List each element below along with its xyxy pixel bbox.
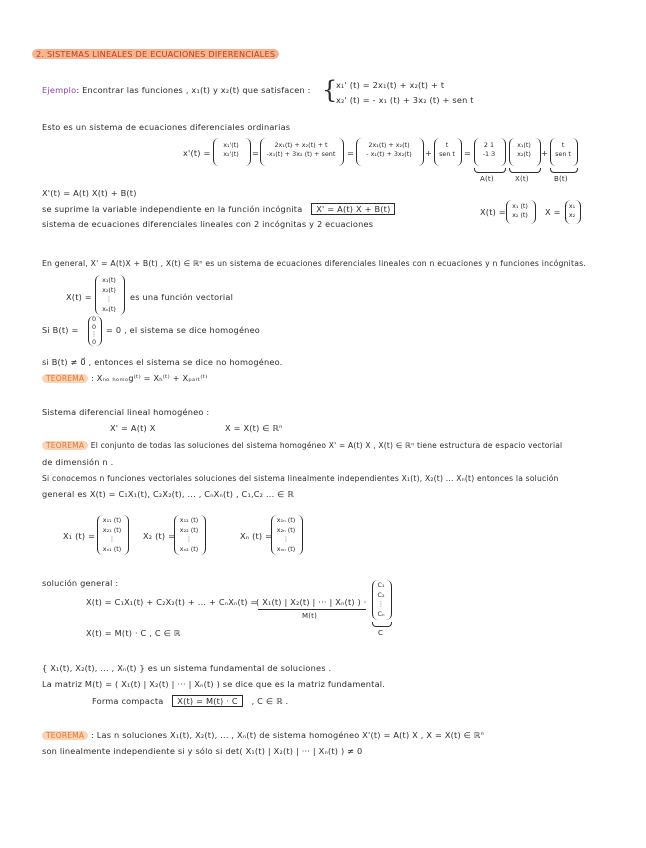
v3-row1: 2x₁(t) + x₂(t) bbox=[368, 141, 410, 149]
phin-row1: x₁ₙ (t) bbox=[276, 516, 296, 524]
phi1-row3: ⋮ bbox=[108, 535, 116, 543]
theorem1-tag: TEOREMA bbox=[42, 374, 88, 383]
c-row4: Cₙ bbox=[377, 609, 385, 618]
phin-row3: ⋮ bbox=[282, 535, 290, 543]
homog-system-cond: X = X(t) ∈ ℝⁿ bbox=[225, 423, 283, 433]
general-solution-title: solución general : bbox=[42, 578, 119, 588]
vector-row4: xₙ(t) bbox=[102, 304, 116, 313]
B-row1: t bbox=[561, 141, 565, 149]
x-lhs: X = bbox=[545, 207, 561, 217]
homog-row4: 0 bbox=[91, 337, 97, 346]
phi1-row4: xₙ₁ (t) bbox=[102, 544, 122, 553]
compact-box: Χ(t) = M(t) · C bbox=[172, 695, 242, 707]
theorem2-line4: general es X(t) = C₁Χ₁(t), C₂Χ₂(t), ... , CₙΧₙ(t) , C₁,C₂ ... ∈ ℝ bbox=[42, 489, 294, 499]
phi2-row3: ⋮ bbox=[185, 535, 193, 543]
c-row3: ⋮ bbox=[377, 600, 385, 608]
theorem2-tag: TEOREMA bbox=[42, 441, 88, 450]
v3-row2: - x₁(t) + 3x₂(t) bbox=[366, 150, 412, 158]
suppress-line bbox=[42, 204, 395, 215]
c-row1: C₁ bbox=[377, 581, 385, 589]
phin-lhs: Χₙ (t) = bbox=[240, 531, 273, 541]
theorem2-line3: Si conocemos n funciones vectoriales soluciones del sistema linealmente independientes Χ₁(t), Χ₂(t) ... Χₙ(t) entonces la solución bbox=[42, 474, 559, 483]
v4-row1: t bbox=[445, 141, 449, 149]
homog-post: = 0 , el sistema se dice homogéneo bbox=[106, 325, 261, 335]
xt-lhs: X(t) = bbox=[480, 207, 506, 217]
theorem2-line1 bbox=[42, 440, 562, 451]
v2-row1: 2x₁(t) + x₂(t) + t bbox=[274, 141, 328, 149]
homog-row2: 0 bbox=[91, 322, 97, 331]
matrix-lhs: x'(t) = bbox=[183, 148, 211, 158]
label-B: B(t) bbox=[554, 175, 568, 183]
fundamental-line1: { Χ₁(t), Χ₂(t), ... , Χₙ(t) } es un sistema fundamental de soluciones . bbox=[42, 663, 332, 673]
x-row2: x₂ bbox=[568, 211, 576, 219]
nonhomog-line: si B(t) ≠ 0⃗ , entonces el sistema se dice no homogéneo. bbox=[42, 357, 283, 367]
xt-row1: x₁ (t) bbox=[512, 202, 528, 210]
theorem2-line2: de dimensión n . bbox=[42, 457, 114, 467]
theorem3-line1 bbox=[42, 730, 484, 741]
compact-tail: , C ∈ ℝ . bbox=[251, 696, 289, 706]
vector-row3: ⋮ bbox=[105, 295, 113, 303]
X-row2: x₂(t) bbox=[517, 150, 531, 158]
v1-row1: x₁'(t) bbox=[223, 141, 239, 149]
phi2-lhs: Χ₂ (t) = bbox=[143, 531, 176, 541]
general-solution-short: Χ(t) = M(t) · C , C ∈ ℝ bbox=[86, 628, 181, 638]
phi1-lhs: Χ₁ (t) = bbox=[63, 531, 96, 541]
suppress-box: X' = A(t) X + B(t) bbox=[311, 203, 395, 215]
phi2-row1: x₁₂ (t) bbox=[179, 516, 199, 524]
label-X: X(t) bbox=[515, 175, 529, 183]
phi2-row2: x₂₂ (t) bbox=[179, 525, 199, 534]
theorem1-text: : Xₙₒ ₕₒₘₒg⁽ᵗ⁾ = Xₕ⁽ᵗ⁾ + Xₚₐᵣₜ⁽ᵗ⁾ bbox=[91, 373, 208, 383]
vector-lhs: X(t) = bbox=[66, 292, 92, 302]
theorem3-text1: : Las n soluciones Χ₁(t), Χ₂(t), ... , Χₙ(t) de sistema homogéneo Χ'(t) = A(t) Χ , Χ = Χ(t) ∈ ℝⁿ bbox=[91, 730, 484, 740]
general-solution-eq: Χ(t) = C₁Χ₁(t) + C₂Χ₂(t) + ... + CₙΧₙ(t) = bbox=[86, 597, 258, 607]
theorem3-tag: TEOREMA bbox=[42, 731, 88, 740]
suppress-text: se suprime la variable independiente en la función incógnita bbox=[42, 204, 303, 214]
label-A: A(t) bbox=[480, 175, 494, 183]
homog-system-title: Sistema diferencial lineal homogéneo : bbox=[42, 407, 210, 417]
compact-label: Forma compacta bbox=[92, 696, 164, 706]
v1-row2: x₂'(t) bbox=[223, 150, 239, 158]
v4-row2: sen t bbox=[439, 150, 455, 158]
theorem2-text1: El conjunto de todas las soluciones del sistema homogéneo X' = A(t) X , X(t) ∈ ℝⁿ tiene estructura de espacio vectorial bbox=[90, 441, 563, 450]
label-C: C bbox=[378, 629, 384, 637]
phi1-row1: x₁₁ (t) bbox=[102, 516, 122, 524]
B-row2: sen t bbox=[555, 150, 571, 158]
example-text: : Encontrar las funciones , x₁(t) y x₂(t) que satisfacen : bbox=[76, 85, 311, 95]
xt-row2: x₂ (t) bbox=[512, 211, 528, 219]
homog-pre: Si B(t) = bbox=[42, 325, 79, 335]
homog-row3: ⋮ bbox=[90, 330, 98, 338]
phin-row2: x₂ₙ (t) bbox=[276, 525, 296, 534]
system-line: sistema de ecuaciones diferenciales lineales con 2 incógnitas y 2 ecuaciones bbox=[42, 219, 374, 229]
general-line: En general, X' = A(t)X + B(t) , X(t) ∈ ℝⁿ es un sistema de ecuaciones diferenciales lineales con n ecuaciones y n funciones incógnitas. bbox=[42, 259, 586, 268]
phi2-row4: xₙ₂ (t) bbox=[179, 544, 199, 553]
ode-line: Esto es un sistema de ecuaciones diferenciales ordinarias bbox=[42, 122, 291, 132]
vector-text: es una función vectorial bbox=[130, 292, 234, 302]
v2-row2: -x₁(t) + 3x₂ (t) + sent bbox=[266, 150, 336, 158]
example-eq1: x₁' (t) = 2x₁(t) + x₂(t) + t bbox=[336, 80, 445, 90]
A-row1: 2 1 bbox=[483, 141, 495, 149]
label-M: M(t) bbox=[302, 612, 318, 620]
vector-row2: x₂(t) bbox=[102, 285, 116, 294]
theorem1 bbox=[42, 373, 207, 384]
notes-page: 2. SISTEMAS LINEALES DE ECUACIONES DIFERENCIALES Ejemplo: Encontrar las funciones , x₁(t) y x₂(t) que satisfacen : { x₁' (t) = 2x₁(t) + x₂(t) + t x₂' (t) = - x₁ (t) + 3x₂ (t) + sen t Esto es un sistema de ecuaciones diferenciales ordinarias x'(t) = x₁'(t) x₂'(t) = 2x₁(t) + x₂(t) + t -x₁(t) + 3x₂ (t) + sent = 2x₁(t) + x₂(t) - x₁(t) + 3x₂(t) + t sen t = 2 1 -1 3 x₁(t) x₂(t) + t sen t A(t) X(t) B(t) X'(t) = A(t) X(t) + B(t) se suprime la variable independiente en la función incógnita X' = A(t) X + B(t) sistema de ecuaciones diferenciales lineales con 2 incógnitas y 2 ecuaciones X(t) = x₁ (t) x₂ (t) X = x₁ x₂ En general, X' = A(t)X + B(t) , X(t) ∈ ℝⁿ es un sistema de ecuaciones diferenciales lineales con n ecuaciones y n funciones incógnitas. X(t) = x₁(t) x₂(t) ⋮ xₙ(t) es una función vectorial Si B(t) = 0 0 ⋮ 0 = 0 , el sistema se dice homogéneo si B(t) ≠ 0⃗ , entonces el sistema se dice no homogéneo. TEOREMA : Xₙₒ ₕₒₘₒg⁽ᵗ⁾ = Xₕ⁽ᵗ⁾ + Xₚₐᵣₜ⁽ᵗ⁾ Sistema diferencial lineal homogéneo : X' = A(t) X X = X(t) ∈ ℝⁿ TEOREMA El conjunto de todas las soluciones del sistema homogéneo X' = A(t) X , X(t) ∈ ℝⁿ tiene estructura de espacio vectorial de dimensión n . Si conocemos n funciones vectoriales soluciones del sistema linealmente independientes Χ₁(t), Χ₂(t) ... Χₙ(t) entonces la solución general es X(t) = C₁Χ₁(t), C₂Χ₂(t), ... , CₙΧₙ(t) , C₁,C₂ ... ∈ ℝ Χ₁ (t) = x₁₁ (t) x₂₁ (t) ⋮ xₙ₁ (t) Χ₂ (t) = x₁₂ (t) x₂₂ (t) ⋮ xₙ₂ (t) Χₙ (t) = x₁ₙ (t) x₂ₙ (t) ⋮ xₙₙ (t) solución general : Χ(t) = C₁Χ₁(t) + C₂Χ₂(t) + ... + CₙΧₙ(t) = ( Χ₁(t) | Χ₂(t) | ··· | Χₙ(t) ) · M(t) C₁ C₂ ⋮ Cₙ C Χ(t) = M(t) · C , C ∈ ℝ { Χ₁(t), Χ₂(t), ... , Χₙ(t) } es un sistema fundamental de soluciones . La matriz M(t) = ( Χ₁(t) | Χ₂(t) | ··· | Χₙ(t) ) se dice que es la matriz fundamental. Forma compacta Χ(t) = M(t) · C , C ∈ ℝ . TEOREMA : Las n soluciones Χ₁(t), Χ₂(t), ... , Χₙ(t) de sistema homogéneo Χ'(t) = A(t) Χ , Χ = Χ(t) ∈ ℝⁿ son linealmente independiente si y sólo si det( Χ₁(t) | Χ₂(t) | ··· | Χₙ(t) ) ≠ 0 bbox=[0, 0, 646, 848]
homog-system-eq: X' = A(t) X bbox=[110, 423, 156, 433]
fundamental-compact bbox=[92, 696, 288, 707]
homog-row1: 0 bbox=[91, 315, 97, 323]
c-row2: C₂ bbox=[377, 590, 385, 599]
x-row1: x₁ bbox=[568, 202, 576, 210]
phin-row4: xₙₙ (t) bbox=[276, 544, 296, 553]
example-line bbox=[42, 85, 311, 96]
example-tag: Ejemplo bbox=[42, 85, 77, 95]
theorem3-line2: son linealmente independiente si y sólo si det( Χ₁(t) | Χ₂(t) | ··· | Χₙ(t) ) ≠ 0 bbox=[42, 746, 363, 756]
general-solution-matrix: ( Χ₁(t) | Χ₂(t) | ··· | Χₙ(t) ) · bbox=[256, 597, 367, 607]
X-row1: x₁(t) bbox=[517, 141, 531, 149]
compact-eq: X'(t) = A(t) X(t) + B(t) bbox=[42, 188, 137, 198]
A-row2: -1 3 bbox=[482, 150, 496, 158]
vector-row1: x₁(t) bbox=[102, 276, 116, 284]
phi1-row2: x₂₁ (t) bbox=[102, 525, 122, 534]
example-eq2: x₂' (t) = - x₁ (t) + 3x₂ (t) + sen t bbox=[336, 95, 474, 105]
fundamental-line2: La matriz M(t) = ( Χ₁(t) | Χ₂(t) | ··· | Χₙ(t) ) se dice que es la matriz fundamental. bbox=[42, 679, 386, 689]
section-title: 2. SISTEMAS LINEALES DE ECUACIONES DIFERENCIALES bbox=[32, 49, 279, 60]
system-brace: { bbox=[322, 76, 338, 104]
